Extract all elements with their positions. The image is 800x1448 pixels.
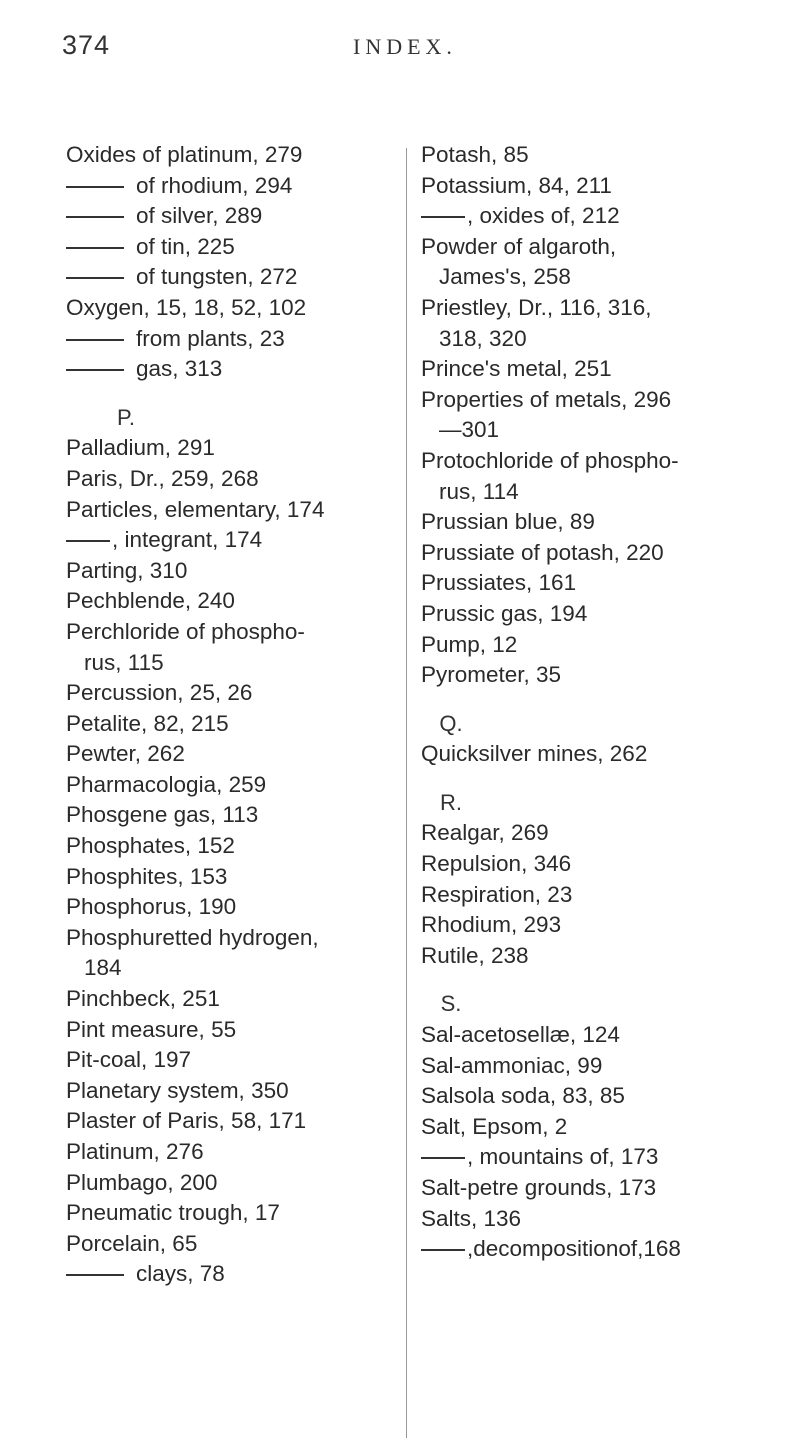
index-entry: Platinum, 276 (66, 1139, 204, 1164)
index-entry: Repulsion, 346 (421, 851, 572, 877)
index-entry: Percussion, 25, 26 (66, 680, 253, 706)
index-entry: Phosphuretted hydrogen, (66, 924, 319, 950)
index-entry: Pharmacologia, 259 (66, 771, 267, 797)
index-columns (66, 140, 766, 1440)
index-entry-continuation: rus, 115 (84, 649, 164, 675)
index-entry: Prince's metal, 251 (421, 356, 612, 382)
index-entry: Salts, 136 (421, 1205, 522, 1231)
index-entry-continuation: —301 (439, 417, 500, 443)
index-entry: Prussiate of potash, 220 (421, 539, 664, 565)
index-entry: Realgar, 269 (421, 820, 549, 846)
index-entry: Pint measure, 55 (66, 1016, 237, 1042)
index-entry-continuation: rus, 114 (439, 478, 519, 504)
index-entry: Prussic gas, 194 (421, 600, 588, 626)
index-subentry: clays, 78 (66, 1259, 396, 1290)
index-entry: Porcelain, 65 (66, 1230, 198, 1256)
index-entry: Particles, elementary, 174 (66, 496, 325, 522)
index-entry: Phosphates, 152 (66, 833, 235, 859)
index-entry: Sal-ammoniac, 99 (421, 1052, 603, 1078)
index-entry: Rutile, 238 (421, 942, 529, 968)
index-entry: Pinchbeck, 251 (66, 986, 220, 1012)
index-entry-continuation: 184 (84, 955, 122, 981)
index-subentry: of rhodium, 294 (66, 171, 396, 202)
index-entry: Pneumatic trough, 17 (66, 1200, 280, 1226)
index-entry: Oxides of platinum, 279 (66, 142, 303, 167)
index-entry: Palladium, 291 (66, 435, 215, 461)
index-entry: Salt-petre grounds, 173 (421, 1175, 657, 1200)
index-entry: Pechblende, 240 (66, 588, 235, 614)
index-entry: Pyrometer, 35 (421, 662, 562, 688)
section-letter: Q. (439, 710, 463, 736)
index-subentry: of silver, 289 (66, 201, 396, 232)
index-entry: Rhodium, 293 (421, 912, 562, 938)
left-column (66, 140, 396, 1290)
right-column (421, 140, 766, 1265)
index-entry: Priestley, Dr., 116, 316, (421, 294, 652, 320)
index-subentry: from plants, 23 (66, 324, 396, 355)
index-entry: Plumbago, 200 (66, 1169, 218, 1195)
index-subentry: , mountains of, 173 (421, 1142, 766, 1173)
index-entry: Sal-acetosellæ, 124 (421, 1022, 620, 1048)
index-entry: Prussiates, 161 (421, 570, 577, 596)
index-entry: Salsola soda, 83, 85 (421, 1083, 625, 1109)
index-subentry: of tin, 225 (66, 232, 396, 263)
index-entry: Oxygen, 15, 18, 52, 102 (66, 294, 307, 320)
index-entry: Pump, 12 (421, 631, 518, 657)
index-entry: Petalite, 82, 215 (66, 710, 229, 736)
index-entry: Pewter, 262 (66, 741, 185, 767)
index-entry: Properties of metals, 296 (421, 386, 672, 412)
index-entry: Pit-coal, 197 (66, 1047, 192, 1073)
index-subentry: of tungsten, 272 (66, 262, 396, 293)
index-subentry: gas, 313 (66, 354, 396, 385)
index-entry: Salt, Epsom, 2 (421, 1113, 568, 1139)
page-header (62, 30, 740, 74)
section-letter: S. (440, 991, 462, 1017)
index-entry: Plaster of Paris, 58, 171 (66, 1108, 307, 1134)
index-entry: Phosphites, 153 (66, 863, 228, 889)
index-subentry: ,decompositionof,168 (421, 1234, 766, 1265)
index-entry: Phosgene gas, 113 (66, 802, 259, 828)
section-letter: R. (440, 789, 462, 815)
index-entry: Potassium, 84, 211 (421, 172, 612, 198)
index-entry-continuation: James's, 258 (439, 264, 571, 290)
index-entry: Respiration, 23 (421, 881, 573, 907)
index-entry: Prussian blue, 89 (421, 509, 595, 535)
index-entry: Paris, Dr., 259, 268 (66, 465, 259, 491)
section-letter: P. (117, 404, 135, 430)
page-number: 374 (62, 30, 111, 60)
index-subentry: , integrant, 174 (66, 525, 396, 556)
index-entry: Phosphorus, 190 (66, 894, 237, 920)
index-entry: Protochloride of phospho- (421, 447, 679, 473)
index-entry-continuation: 318, 320 (439, 325, 527, 351)
index-entry: Powder of algaroth, (421, 233, 617, 259)
index-subentry: , oxides of, 212 (421, 201, 766, 232)
running-head: INDEX. (353, 34, 457, 59)
index-entry: Potash, 85 (421, 142, 529, 167)
index-entry: Parting, 310 (66, 557, 188, 583)
index-entry: Perchloride of phospho- (66, 618, 305, 644)
index-entry: Quicksilver mines, 262 (421, 741, 648, 767)
index-entry: Planetary system, 350 (66, 1077, 289, 1103)
column-divider (406, 148, 407, 1438)
